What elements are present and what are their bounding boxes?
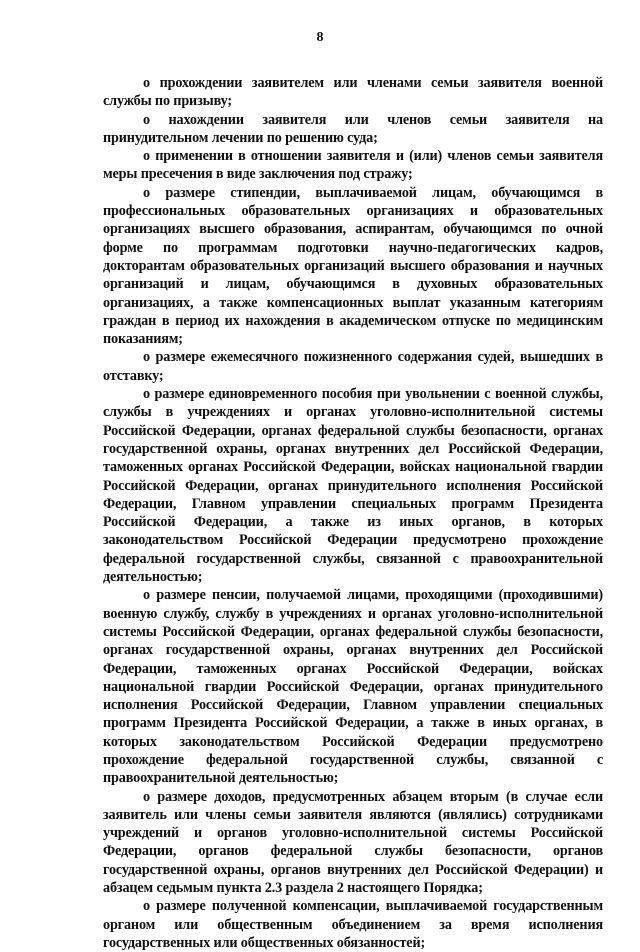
page-number: 8 <box>316 30 324 45</box>
paragraph-military-service: о прохождении заявителем или членами семьи заявителя военной службы по призыву; <box>103 75 603 110</box>
paragraph-stipend: о размере стипендии, выплачиваемой лицам, обучающимся в профессиональных образовательных организациях и образовательных организациях высшего образования, аспирантам, обучающимся по очной форме по программам подготовки научно-педагогических кадров, докторантам образовательных организаций высшего образования и научных организаций и лицам, обучающимся в духовных образовательных организациях, а также компенсационных выплат указанным категориям граждан в период их нахождения в академическом отпуске по медицинским показаниям; <box>103 184 603 348</box>
paragraph-compulsory-treatment: о нахождении заявителя или членов семьи заявителя на принудительном лечении по решению суда; <box>103 111 603 146</box>
paragraph-judges-allowance: о размере ежемесячного пожизненного содержания судей, вышедших в отставку; <box>103 349 603 384</box>
paragraph-compensation: о размере полученной компенсации, выплачиваемой государственным органом или общественным объединением за время исполнения государственных или общественных обязанностей; <box>103 898 603 951</box>
paragraph-pension: о размере пенсии, получаемой лицами, проходящими (проходившими) военную службу, службу в учреждениях и органах уголовно-исполнительной системы Российской Федерации, органах федеральной службы безопасности, органах государственной охраны, органах внутренних дел Российской Федерации, таможенных органах Российской Федерации, войсках национальной гвардии Российской Федерации, органах принудительного исполнения Российской Федерации, Главном управлении специальных программ Президента Российской Федерации, а также в иных органах, в которых законодательством Российской Федерации предусмотрено прохождение федеральной государственной службы, связанной с правоохранительной деятельностью; <box>103 587 603 787</box>
paragraph-custody: о применении в отношении заявителя и (или) членов семьи заявителя меры пресечения в виде заключения под стражу; <box>103 148 603 183</box>
paragraph-lump-sum-benefit: о размере единовременного пособия при увольнении с военной службы, службы в учреждениях и органах уголовно-исполнительной системы Российской Федерации, органах федеральной службы безопасности, органах государственной охраны, органах внутренних дел Российской Федерации, таможенных органах Российской Федерации, войсках национальной гвардии Российской Федерации, органах принудительного исполнения Российской Федерации, Главном управлении специальных программ Президента Российской Федерации, а также из иных органов, в которых законодательством Российской Федерации предусмотрено прохождение федеральной государственной службы, связанной с правоохранительной деятельностью; <box>103 386 603 586</box>
document-body <box>103 74 603 952</box>
paragraph-income: о размере доходов, предусмотренных абзацем вторым (в случае если заявитель или члены семьи заявителя являются (являлись) сотрудниками учреждений и органов уголовно-исполнительной системы Российской Федерации, органов федеральной службы безопасности, органов государственной охраны, органов внутренних дел Российской Федерации) и абзацем седьмым пункта 2.3 раздела 2 настоящего Порядка; <box>103 788 603 897</box>
